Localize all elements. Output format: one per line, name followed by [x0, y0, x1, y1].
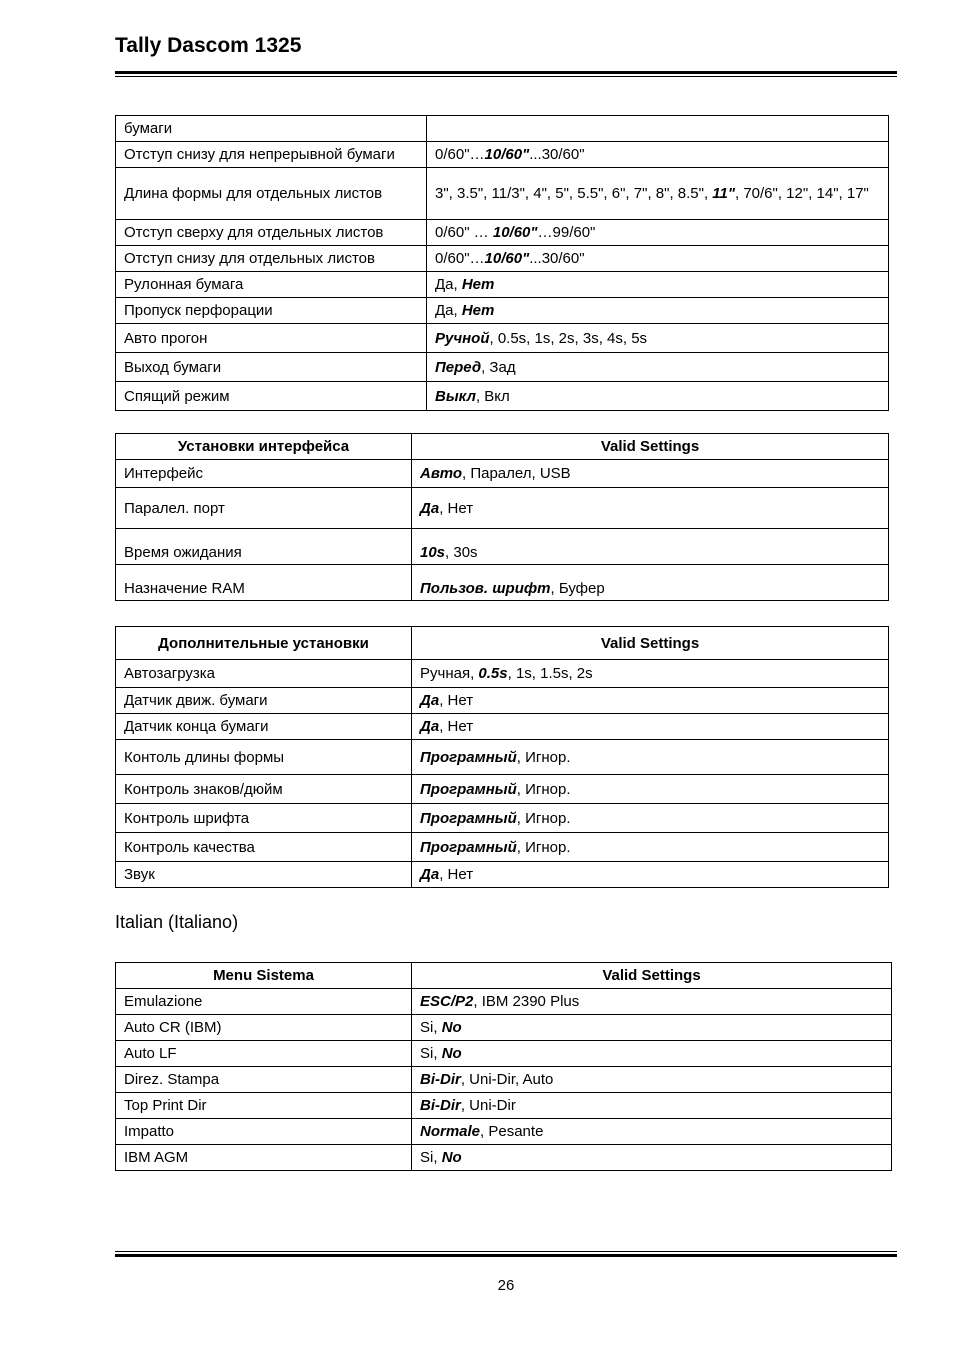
default-value: Програмный — [420, 809, 517, 827]
table-row — [116, 1041, 892, 1067]
setting-value-cell — [412, 1015, 892, 1041]
default-value: 10/60" — [484, 250, 530, 267]
value-text: , Вкл — [475, 387, 510, 405]
default-value: 10/60" — [492, 224, 538, 241]
setting-value-cell — [427, 168, 889, 220]
default-value: Нет — [461, 276, 495, 293]
paper-settings-table — [115, 115, 889, 411]
setting-value-cell — [412, 989, 892, 1015]
default-value: Bi-Dir — [420, 1071, 461, 1088]
value-text: , 0.5s, 1s, 2s, 3s, 4s, 5s — [489, 329, 648, 347]
setting-value-cell — [412, 1119, 892, 1145]
setting-value-cell — [427, 246, 889, 272]
default-value: Bi-Dir — [420, 1097, 461, 1114]
setting-value-cell — [412, 775, 889, 804]
value-text: , 30s — [445, 544, 478, 561]
setting-value-cell — [427, 116, 889, 142]
footer-rule-thin — [115, 1251, 897, 1252]
default-value: Програмный — [420, 780, 517, 798]
value-text: , 1s, 1.5s, 2s — [507, 665, 593, 682]
setting-name-cell: Отступ сверху для отдельных листов — [116, 220, 427, 246]
setting-value-cell — [427, 324, 889, 353]
default-value: ESC/P2 — [420, 993, 474, 1010]
setting-value-cell — [427, 220, 889, 246]
value-text: Si, — [420, 1045, 442, 1062]
table-row — [116, 272, 889, 298]
setting-value-cell — [427, 298, 889, 324]
column-header-menu: Menu Sistema — [116, 963, 412, 989]
setting-name-cell: Датчик конца бумаги — [116, 714, 412, 740]
table-row — [116, 353, 889, 382]
value-text: , 70/6", 12", 14", 17" — [734, 185, 869, 202]
setting-value-cell — [427, 382, 889, 411]
value-text: …99/60" — [537, 224, 596, 241]
value-text: , Pesante — [480, 1123, 544, 1140]
table-row — [116, 660, 889, 688]
default-value: 11" — [712, 185, 735, 202]
setting-name-cell: Impatto — [116, 1119, 412, 1145]
table-row — [116, 168, 889, 220]
setting-value-cell — [412, 565, 889, 601]
value-text: , Игнор. — [516, 809, 571, 827]
value-text: , Игнор. — [516, 838, 571, 856]
default-value: Нет — [461, 302, 495, 319]
setting-value-cell — [412, 660, 889, 688]
setting-name-cell: Рулонная бумага — [116, 272, 427, 298]
table-row — [116, 1015, 892, 1041]
table-row — [116, 460, 889, 488]
column-header-valid-settings: Valid Settings — [412, 434, 889, 460]
default-value: 0.5s — [478, 665, 508, 682]
table-row — [116, 714, 889, 740]
interface-settings-table — [115, 433, 889, 601]
setting-value-cell — [412, 833, 889, 862]
table-row — [116, 1067, 892, 1093]
setting-value-cell — [412, 1093, 892, 1119]
setting-value-cell — [412, 804, 889, 833]
default-value: Выкл — [435, 387, 476, 405]
setting-name-cell: Auto LF — [116, 1041, 412, 1067]
setting-value-cell — [412, 460, 889, 488]
default-value: Програмный — [420, 838, 517, 856]
value-text: , Игнор. — [516, 748, 571, 766]
default-value: No — [441, 1045, 462, 1062]
value-text: Да, — [435, 302, 462, 319]
table-row — [116, 220, 889, 246]
setting-name-cell: Паралел. порт — [116, 488, 412, 529]
italian-settings-table — [115, 962, 892, 1171]
setting-name-cell: Выход бумаги — [116, 353, 427, 382]
value-text: ...30/60" — [529, 146, 585, 163]
footer-rule-thick — [115, 1254, 897, 1257]
setting-value-cell — [412, 1041, 892, 1067]
setting-name-cell: Отступ снизу для отдельных листов — [116, 246, 427, 272]
default-value: Пользов. шрифт — [420, 580, 551, 597]
column-header-setting: Установки интерфейса — [116, 434, 412, 460]
table-row — [116, 833, 889, 862]
table-row — [116, 1093, 892, 1119]
table-row — [116, 116, 889, 142]
setting-name-cell: Контроль знаков/дюйм — [116, 775, 412, 804]
setting-name-cell: Длина формы для отдельных листов — [116, 168, 427, 220]
value-text: , Паралел, USB — [462, 465, 571, 482]
setting-name-cell: Контроль шрифта — [116, 804, 412, 833]
value-text: , Буфер — [550, 580, 605, 597]
column-header-setting: Дополнительные установки — [116, 627, 412, 660]
column-header-valid-settings: Valid Settings — [412, 627, 889, 660]
page-title: Tally Dascom 1325 — [115, 34, 302, 57]
header-rule-thick — [115, 71, 897, 74]
setting-name-cell: Top Print Dir — [116, 1093, 412, 1119]
value-text: 3", 3.5", 11/3", 4", 5", 5.5", 6", 7", 8", 8.5", — [435, 185, 713, 202]
setting-name-cell: Назначение RAM — [116, 565, 412, 601]
column-header-valid-settings: Valid Settings — [412, 963, 892, 989]
setting-value-cell — [412, 488, 889, 529]
extra-settings-table — [115, 626, 889, 888]
table-row — [116, 142, 889, 168]
setting-value-cell — [427, 353, 889, 382]
setting-value-cell — [412, 1145, 892, 1171]
setting-value-cell — [412, 740, 889, 775]
setting-name-cell: Интерфейс — [116, 460, 412, 488]
header-rule-thin — [115, 76, 897, 77]
table-row — [116, 565, 889, 601]
value-text: , Uni-Dir — [460, 1097, 516, 1114]
setting-name-cell: IBM AGM — [116, 1145, 412, 1171]
setting-name-cell: Пропуск перфорации — [116, 298, 427, 324]
setting-name-cell: Авто прогон — [116, 324, 427, 353]
default-value: Авто — [420, 465, 462, 482]
table-row — [116, 775, 889, 804]
setting-name-cell: бумаги — [116, 116, 427, 142]
value-text: 0/60"… — [435, 146, 485, 163]
default-value: Програмный — [420, 748, 517, 766]
value-text: , Нет — [439, 499, 474, 517]
value-text: Si, — [420, 1149, 442, 1166]
default-value: 10s — [420, 544, 446, 561]
default-value: No — [441, 1019, 462, 1036]
value-text: 0/60" … — [435, 224, 493, 241]
setting-value-cell — [412, 529, 889, 565]
value-text: , Нет — [439, 692, 474, 709]
setting-name-cell: Звук — [116, 862, 412, 888]
table-row — [116, 488, 889, 529]
table-row — [116, 298, 889, 324]
table-row — [116, 804, 889, 833]
default-value: Да — [420, 692, 440, 709]
value-text: Да, — [435, 276, 462, 293]
setting-value-cell — [427, 272, 889, 298]
value-text: 0/60"… — [435, 250, 485, 267]
default-value: Да — [420, 718, 440, 735]
setting-value-cell — [412, 714, 889, 740]
setting-name-cell: Auto CR (IBM) — [116, 1015, 412, 1041]
value-text: Si, — [420, 1019, 442, 1036]
table-row — [116, 688, 889, 714]
default-value: Перед — [435, 358, 482, 376]
setting-value-cell — [412, 688, 889, 714]
setting-value-cell — [412, 1067, 892, 1093]
setting-name-cell: Контроль качества — [116, 833, 412, 862]
default-value: Normale — [420, 1123, 481, 1140]
value-text: , Uni-Dir, Auto — [460, 1071, 554, 1088]
table-row — [116, 989, 892, 1015]
value-text: , IBM 2390 Plus — [473, 993, 580, 1010]
value-text: , Нет — [439, 866, 474, 883]
table-row — [116, 382, 889, 411]
setting-name-cell: Датчик движ. бумаги — [116, 688, 412, 714]
value-text: Ручная, — [420, 665, 479, 682]
setting-value-cell — [412, 862, 889, 888]
setting-name-cell: Отступ снизу для непрерывной бумаги — [116, 142, 427, 168]
table-row — [116, 1145, 892, 1171]
table-row — [116, 740, 889, 775]
setting-name-cell: Время ожидания — [116, 529, 412, 565]
default-value: 10/60" — [484, 146, 530, 163]
page-number: 26 — [497, 1277, 515, 1294]
table-row — [116, 1119, 892, 1145]
default-value: Да — [420, 866, 440, 883]
value-text: , Зад — [481, 358, 516, 376]
setting-value-cell — [427, 142, 889, 168]
setting-name-cell: Контоль длины формы — [116, 740, 412, 775]
setting-name-cell: Direz. Stampa — [116, 1067, 412, 1093]
table-row — [116, 324, 889, 353]
table-row — [116, 529, 889, 565]
setting-name-cell: Emulazione — [116, 989, 412, 1015]
default-value: No — [441, 1149, 462, 1166]
value-text: , Нет — [439, 718, 474, 735]
setting-name-cell: Спящий режим — [116, 382, 427, 411]
table-row — [116, 862, 889, 888]
value-text: , Игнор. — [516, 780, 571, 798]
section-heading-italian: Italian (Italiano) — [115, 912, 239, 932]
default-value: Ручной — [435, 329, 490, 347]
value-text: ...30/60" — [529, 250, 585, 267]
table-row — [116, 246, 889, 272]
setting-name-cell: Автозагрузка — [116, 660, 412, 688]
default-value: Да — [420, 499, 440, 517]
